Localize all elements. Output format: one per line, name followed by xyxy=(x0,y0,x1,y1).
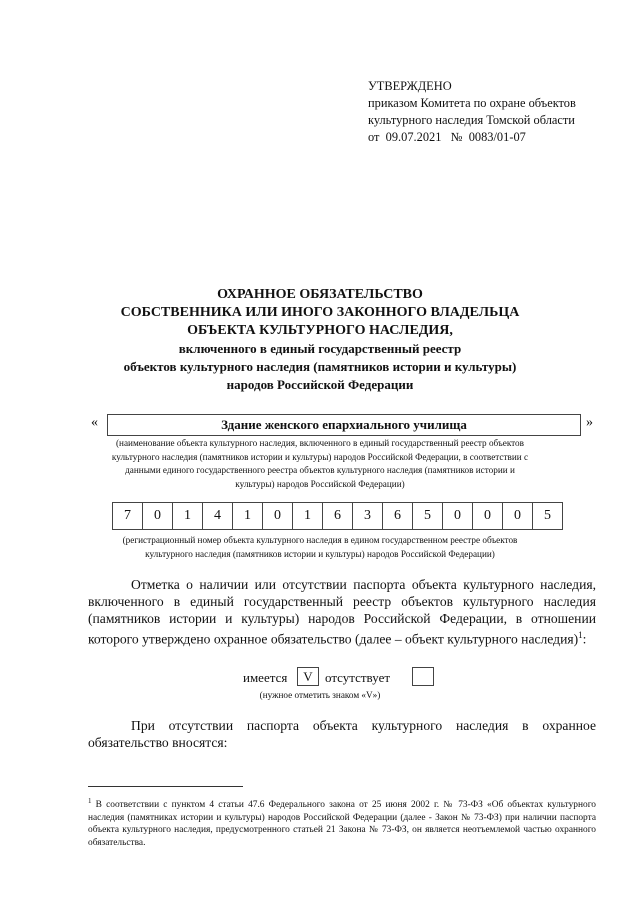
object-name-caption xyxy=(0,437,640,491)
passport-text: Отметка о наличии или отсутствии паспорта объекта культурного наследия, включенного в единый государственный реестр объектов культурного наследия (памятников истории и культуры) народов Российской Федерации, в отношении которого утверждено охранное обязательство (далее – объект культурного наследия) xyxy=(88,577,596,647)
footnote-text: В соответствии с пунктом 4 статьи 47.6 Федерального закона от 25 июня 2002 г. № 73-ФЗ «Об объектах культурного наследия (памятниках истории и культуры) народов Российской Федерации (далее - Закон № 73-ФЗ) при наличии паспорта объекта культурного наследия, предусмотренного статьей 21 Закона № 73-ФЗ, он является неотъемлемой частью охранного обязательства. xyxy=(88,800,596,848)
approval-block xyxy=(368,78,576,146)
absent-checkbox[interactable] xyxy=(412,667,434,686)
object-caption-line-3: данными единого государственного реестра объектов культурного наследия (памятников истории и xyxy=(125,465,515,475)
registration-digit-cell: 5 xyxy=(532,502,563,530)
footnote-number: 1 xyxy=(88,797,92,805)
present-checkbox[interactable]: V xyxy=(297,667,319,686)
registration-digit-cell: 1 xyxy=(292,502,323,530)
approval-date-line: от 09.07.2021 № 0083/01-07 xyxy=(368,130,526,144)
passport-paragraph xyxy=(88,576,596,648)
registration-digit-cell: 3 xyxy=(352,502,383,530)
title-line-2: СОБСТВЕННИКА ИЛИ ИНОГО ЗАКОННОГО ВЛАДЕЛЬЦА xyxy=(120,305,520,320)
registration-caption-line-1: (регистрационный номер объекта культурного наследия в едином государственном реестре объектов xyxy=(122,535,518,545)
title-line-1: ОХРАННОЕ ОБЯЗАТЕЛЬСТВО xyxy=(217,287,423,302)
passport-suffix: : xyxy=(582,631,587,647)
title-line-6: народов Российской Федерации xyxy=(226,377,414,392)
approval-heading: УТВЕРЖДЕНО xyxy=(368,79,452,93)
registration-caption-line-2: культурного наследия (памятников истории и культуры) народов Российской Федерации) xyxy=(145,548,495,559)
registration-digit-cell: 0 xyxy=(502,502,533,530)
title-line-3: ОБЪЕКТА КУЛЬТУРНОГО НАСЛЕДИЯ, xyxy=(187,323,453,338)
registration-digit-cell: 5 xyxy=(412,502,443,530)
registration-digit-cell: 4 xyxy=(202,502,233,530)
title-line-5: объектов культурного наследия (памятников истории и культуры) xyxy=(123,359,517,374)
footnote xyxy=(88,795,596,849)
registration-digit-cell: 0 xyxy=(472,502,503,530)
mark-hint: (нужное отметить знаком «V») xyxy=(259,690,381,700)
open-quote: « xyxy=(91,415,98,430)
present-label: имеется xyxy=(243,670,288,685)
footnote-divider xyxy=(88,786,243,787)
registration-digit-cell: 6 xyxy=(382,502,413,530)
close-quote: » xyxy=(586,415,593,430)
object-caption-line-1: (наименование объекта культурного наследия, включенного в единый государственный реестр объектов xyxy=(116,438,524,448)
registration-digit-cell: 7 xyxy=(112,502,143,530)
approval-line-1: приказом Комитета по охране объектов xyxy=(368,96,576,110)
registration-digit-cell: 6 xyxy=(322,502,353,530)
absence-text: При отсутствии паспорта объекта культурного наследия в охранное обязательство вносятся: xyxy=(88,718,596,750)
object-name-field: Здание женского епархиального училища xyxy=(107,414,581,436)
object-caption-line-4: культуры) народов Российской Федерации) xyxy=(235,478,405,489)
registration-number-grid xyxy=(113,502,563,530)
registration-digit-cell: 0 xyxy=(142,502,173,530)
registration-digit-cell: 1 xyxy=(232,502,263,530)
document-title xyxy=(0,286,640,394)
absence-paragraph xyxy=(88,717,596,751)
registration-caption xyxy=(0,534,640,561)
footnote-ref: 1 xyxy=(578,630,583,640)
title-line-4: включенного в единый государственный реестр xyxy=(178,341,462,356)
registration-digit-cell: 0 xyxy=(442,502,473,530)
registration-digit-cell: 0 xyxy=(262,502,293,530)
object-caption-line-2: культурного наследия (памятников истории и культуры) народов Российской Федерации, в соответствии с xyxy=(111,451,529,462)
registration-digit-cell: 1 xyxy=(172,502,203,530)
approval-line-2: культурного наследия Томской области xyxy=(368,113,575,127)
absent-label: отсутствует xyxy=(325,670,391,685)
